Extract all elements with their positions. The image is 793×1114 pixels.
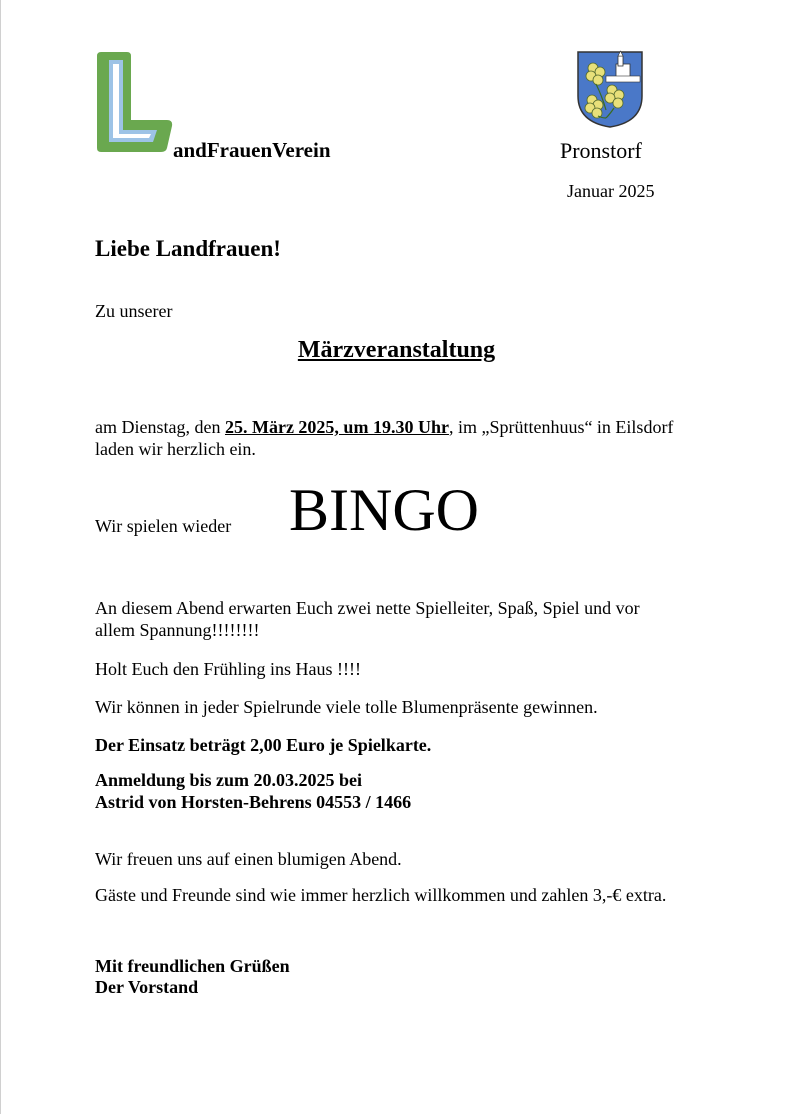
prizes-text: Wir können in jeder Spielrunde viele tolle Blumenpräsente gewinnen. [95, 697, 598, 717]
intro-text: Zu unserer [95, 301, 173, 321]
spring-text: Holt Euch den Frühling ins Haus !!!! [95, 659, 361, 679]
registration-line-1: Anmeldung bis zum 20.03.2025 bei [95, 770, 363, 790]
greeting: Liebe Landfrauen! [95, 236, 281, 261]
evening-line-2: allem Spannung!!!!!!!! [95, 620, 260, 640]
registration-line-2: Astrid von Horsten-Behrens 04553 / 1466 [95, 792, 412, 812]
letter-date: Januar 2025 [567, 181, 655, 201]
closing-line-1: Mit freundlichen Grüßen [95, 956, 290, 976]
landfrauen-logo-icon [95, 50, 175, 154]
town-name: Pronstorf [560, 138, 642, 163]
page-border [0, 0, 1, 1114]
bingo-heading: BINGO [289, 477, 479, 543]
event-date-time: 25. März 2025, um 19.30 Uhr [224, 417, 449, 437]
play-label: Wir spielen wieder [95, 516, 232, 536]
guests-text: Gäste und Freunde sind wie immer herzlich willkommen und zahlen 3,-€ extra. [95, 885, 667, 905]
evening-line-1: An diesem Abend erwarten Euch zwei nette Spielleiter, Spaß, Spiel und vor [95, 598, 640, 618]
invitation-line-2: laden wir herzlich ein. [95, 439, 256, 459]
event-title: Märzveranstaltung [297, 337, 496, 363]
closing-line-2: Der Vorstand [95, 977, 199, 997]
invitation-line-1 [95, 416, 673, 438]
stake-text: Der Einsatz beträgt 2,00 Euro je Spielkarte. [95, 735, 432, 755]
invitation-prefix: am Dienstag, den [95, 417, 225, 437]
logo-text: andFrauenVerein [173, 138, 331, 162]
coat-of-arms-icon [576, 50, 644, 128]
looking-forward-text: Wir freuen uns auf einen blumigen Abend. [95, 849, 402, 869]
invitation-suffix: , im „Sprüttenhuus“ in Eilsdorf [448, 417, 674, 437]
